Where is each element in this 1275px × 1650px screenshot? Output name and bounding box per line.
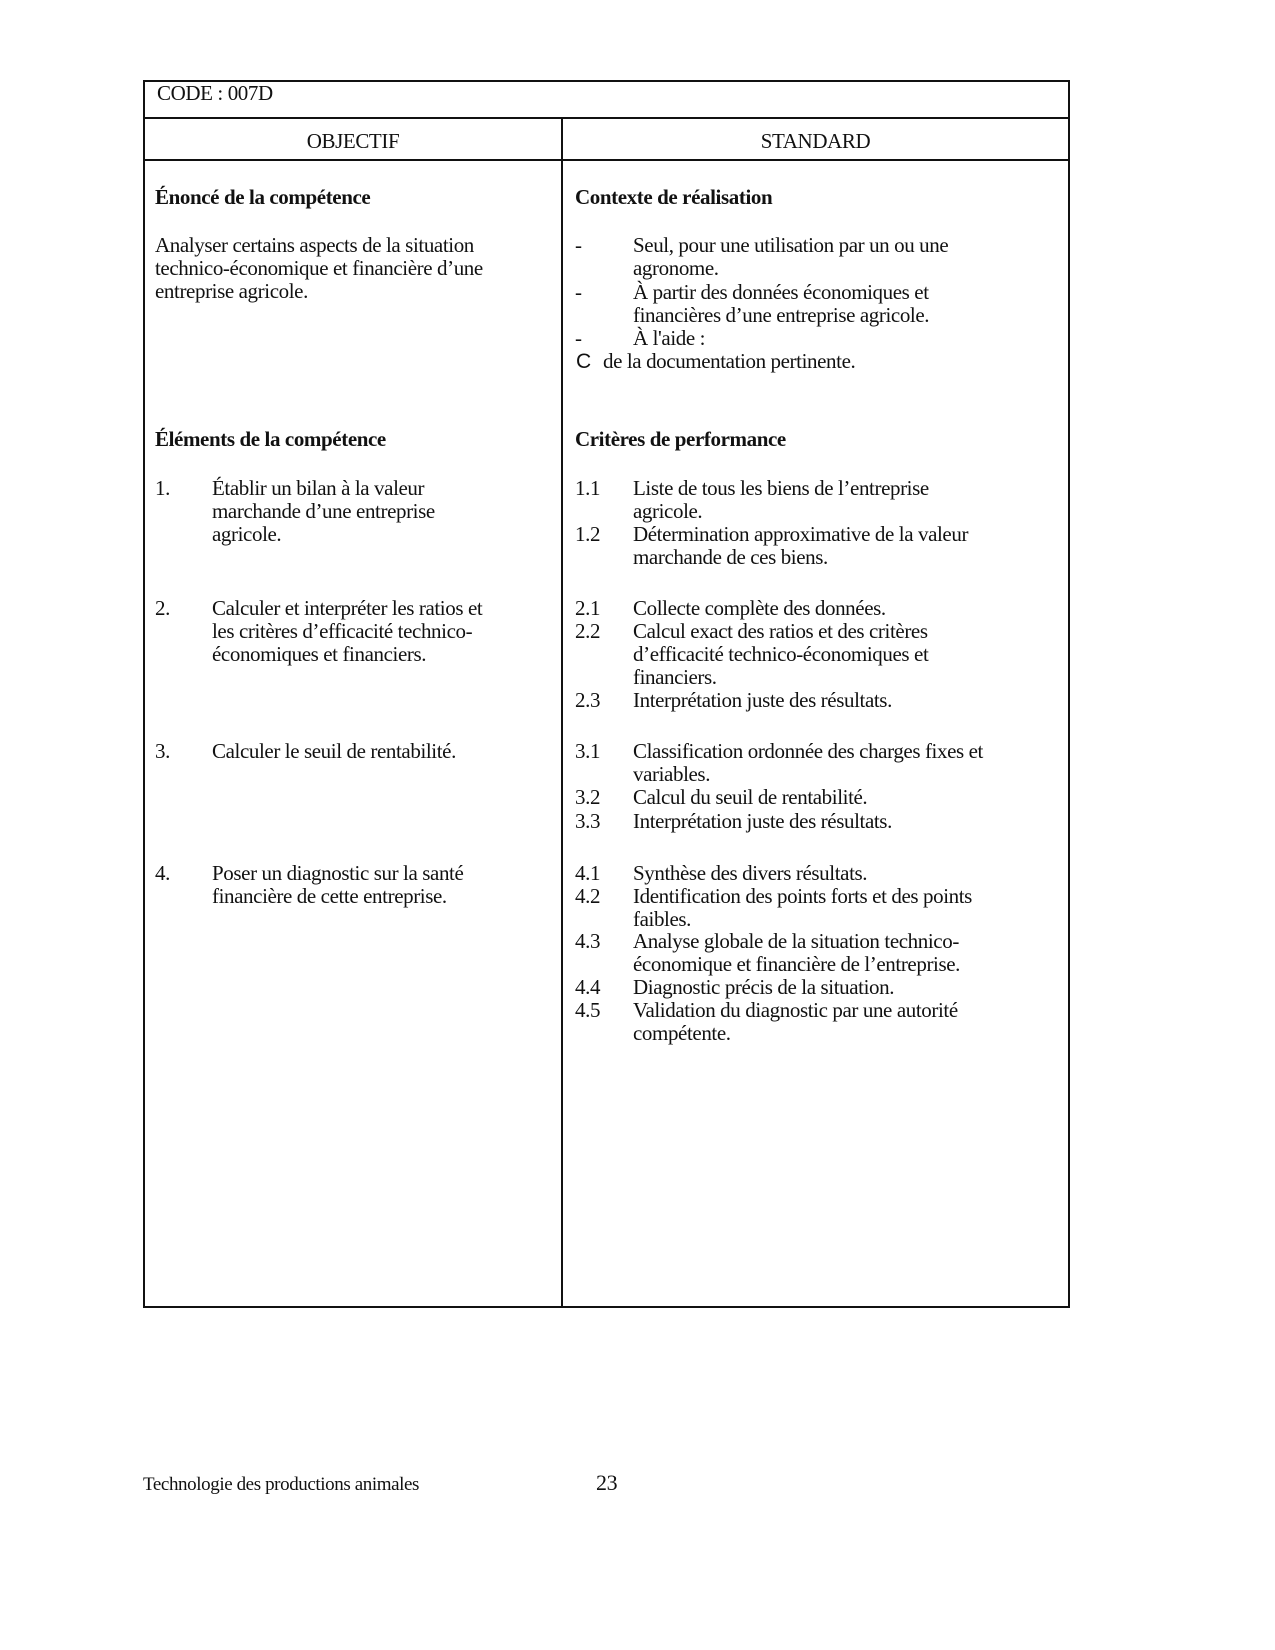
enonce-text: Analyser certains aspects de la situation technico-économique et financière d’une entreprise agricole. <box>155 233 483 303</box>
item-text: Calcul du seuil de rentabilité. <box>633 785 868 809</box>
code-label: CODE : 007D <box>157 81 273 105</box>
enonce-heading: Énoncé de la compétence <box>155 185 371 209</box>
item-text: Détermination approximative de la valeur marchande de ces biens. <box>633 522 969 569</box>
item-text: Calculer et interpréter les ratios et les critères d’efficacité technico- économiques et financiers. <box>212 596 483 666</box>
item-text: Interprétation juste des résultats. <box>633 809 892 833</box>
item-text: Liste de tous les biens de l’entreprise agricole. <box>633 476 929 523</box>
item-text: Identification des points forts et des points faibles. <box>633 884 972 931</box>
table-border-left <box>143 80 145 1308</box>
item-number: 3. <box>155 739 170 763</box>
page-number: 23 <box>596 1470 618 1495</box>
header-row-divider <box>143 159 1070 161</box>
item-text: Poser un diagnostic sur la santé financière de cette entreprise. <box>212 861 464 908</box>
contexte-marker: - <box>575 326 582 350</box>
contexte-marker: - <box>575 280 582 304</box>
code-row-divider <box>143 117 1070 119</box>
contexte-item: Seul, pour une utilisation par un ou une agronome. <box>633 233 949 280</box>
header-standard: STANDARD <box>760 129 871 153</box>
bullet-icon: C <box>576 350 591 373</box>
item-text: Classification ordonnée des charges fixes et variables. <box>633 739 983 786</box>
item-number: 2.1 <box>575 596 601 620</box>
elements-heading: Éléments de la compétence <box>155 427 386 451</box>
table-border-right <box>1068 80 1070 1308</box>
item-number: 4.4 <box>575 975 601 999</box>
column-divider <box>561 117 563 1307</box>
item-number: 3.3 <box>575 809 601 833</box>
footer-title: Technologie des productions animales <box>143 1474 420 1495</box>
item-number: 2.2 <box>575 619 601 643</box>
contexte-item: À l'aide : <box>633 326 706 350</box>
item-number: 1.2 <box>575 522 601 546</box>
item-text: Interprétation juste des résultats. <box>633 688 892 712</box>
header-objectif: OBJECTIF <box>306 129 400 153</box>
item-text: Synthèse des divers résultats. <box>633 861 868 885</box>
item-text: Validation du diagnostic par une autorité compétente. <box>633 998 958 1045</box>
table-border-top <box>143 80 1070 82</box>
table-border-bottom <box>143 1306 1070 1308</box>
item-text: Calculer le seuil de rentabilité. <box>212 739 456 763</box>
item-text: Diagnostic précis de la situation. <box>633 975 895 999</box>
item-number: 3.1 <box>575 739 601 763</box>
contexte-subitem: de la documentation pertinente. <box>603 349 856 373</box>
item-number: 4.3 <box>575 929 601 953</box>
item-number: 4.2 <box>575 884 601 908</box>
item-number: 4.5 <box>575 998 601 1022</box>
item-number: 1.1 <box>575 476 601 500</box>
item-number: 2. <box>155 596 170 620</box>
item-text: Analyse globale de la situation technico- économique et financière de l’entreprise. <box>633 929 961 976</box>
item-number: 2.3 <box>575 688 601 712</box>
contexte-marker: - <box>575 233 582 257</box>
item-text: Collecte complète des données. <box>633 596 886 620</box>
contexte-item: À partir des données économiques et financières d’une entreprise agricole. <box>633 280 930 327</box>
criteres-heading: Critères de performance <box>575 427 786 451</box>
item-number: 1. <box>155 476 170 500</box>
item-number: 3.2 <box>575 785 601 809</box>
contexte-heading: Contexte de réalisation <box>575 185 773 209</box>
item-text: Calcul exact des ratios et des critères d’efficacité technico-économiques et financiers. <box>633 619 929 689</box>
item-text: Établir un bilan à la valeur marchande d’une entreprise agricole. <box>212 476 435 546</box>
item-number: 4.1 <box>575 861 601 885</box>
item-number: 4. <box>155 861 170 885</box>
